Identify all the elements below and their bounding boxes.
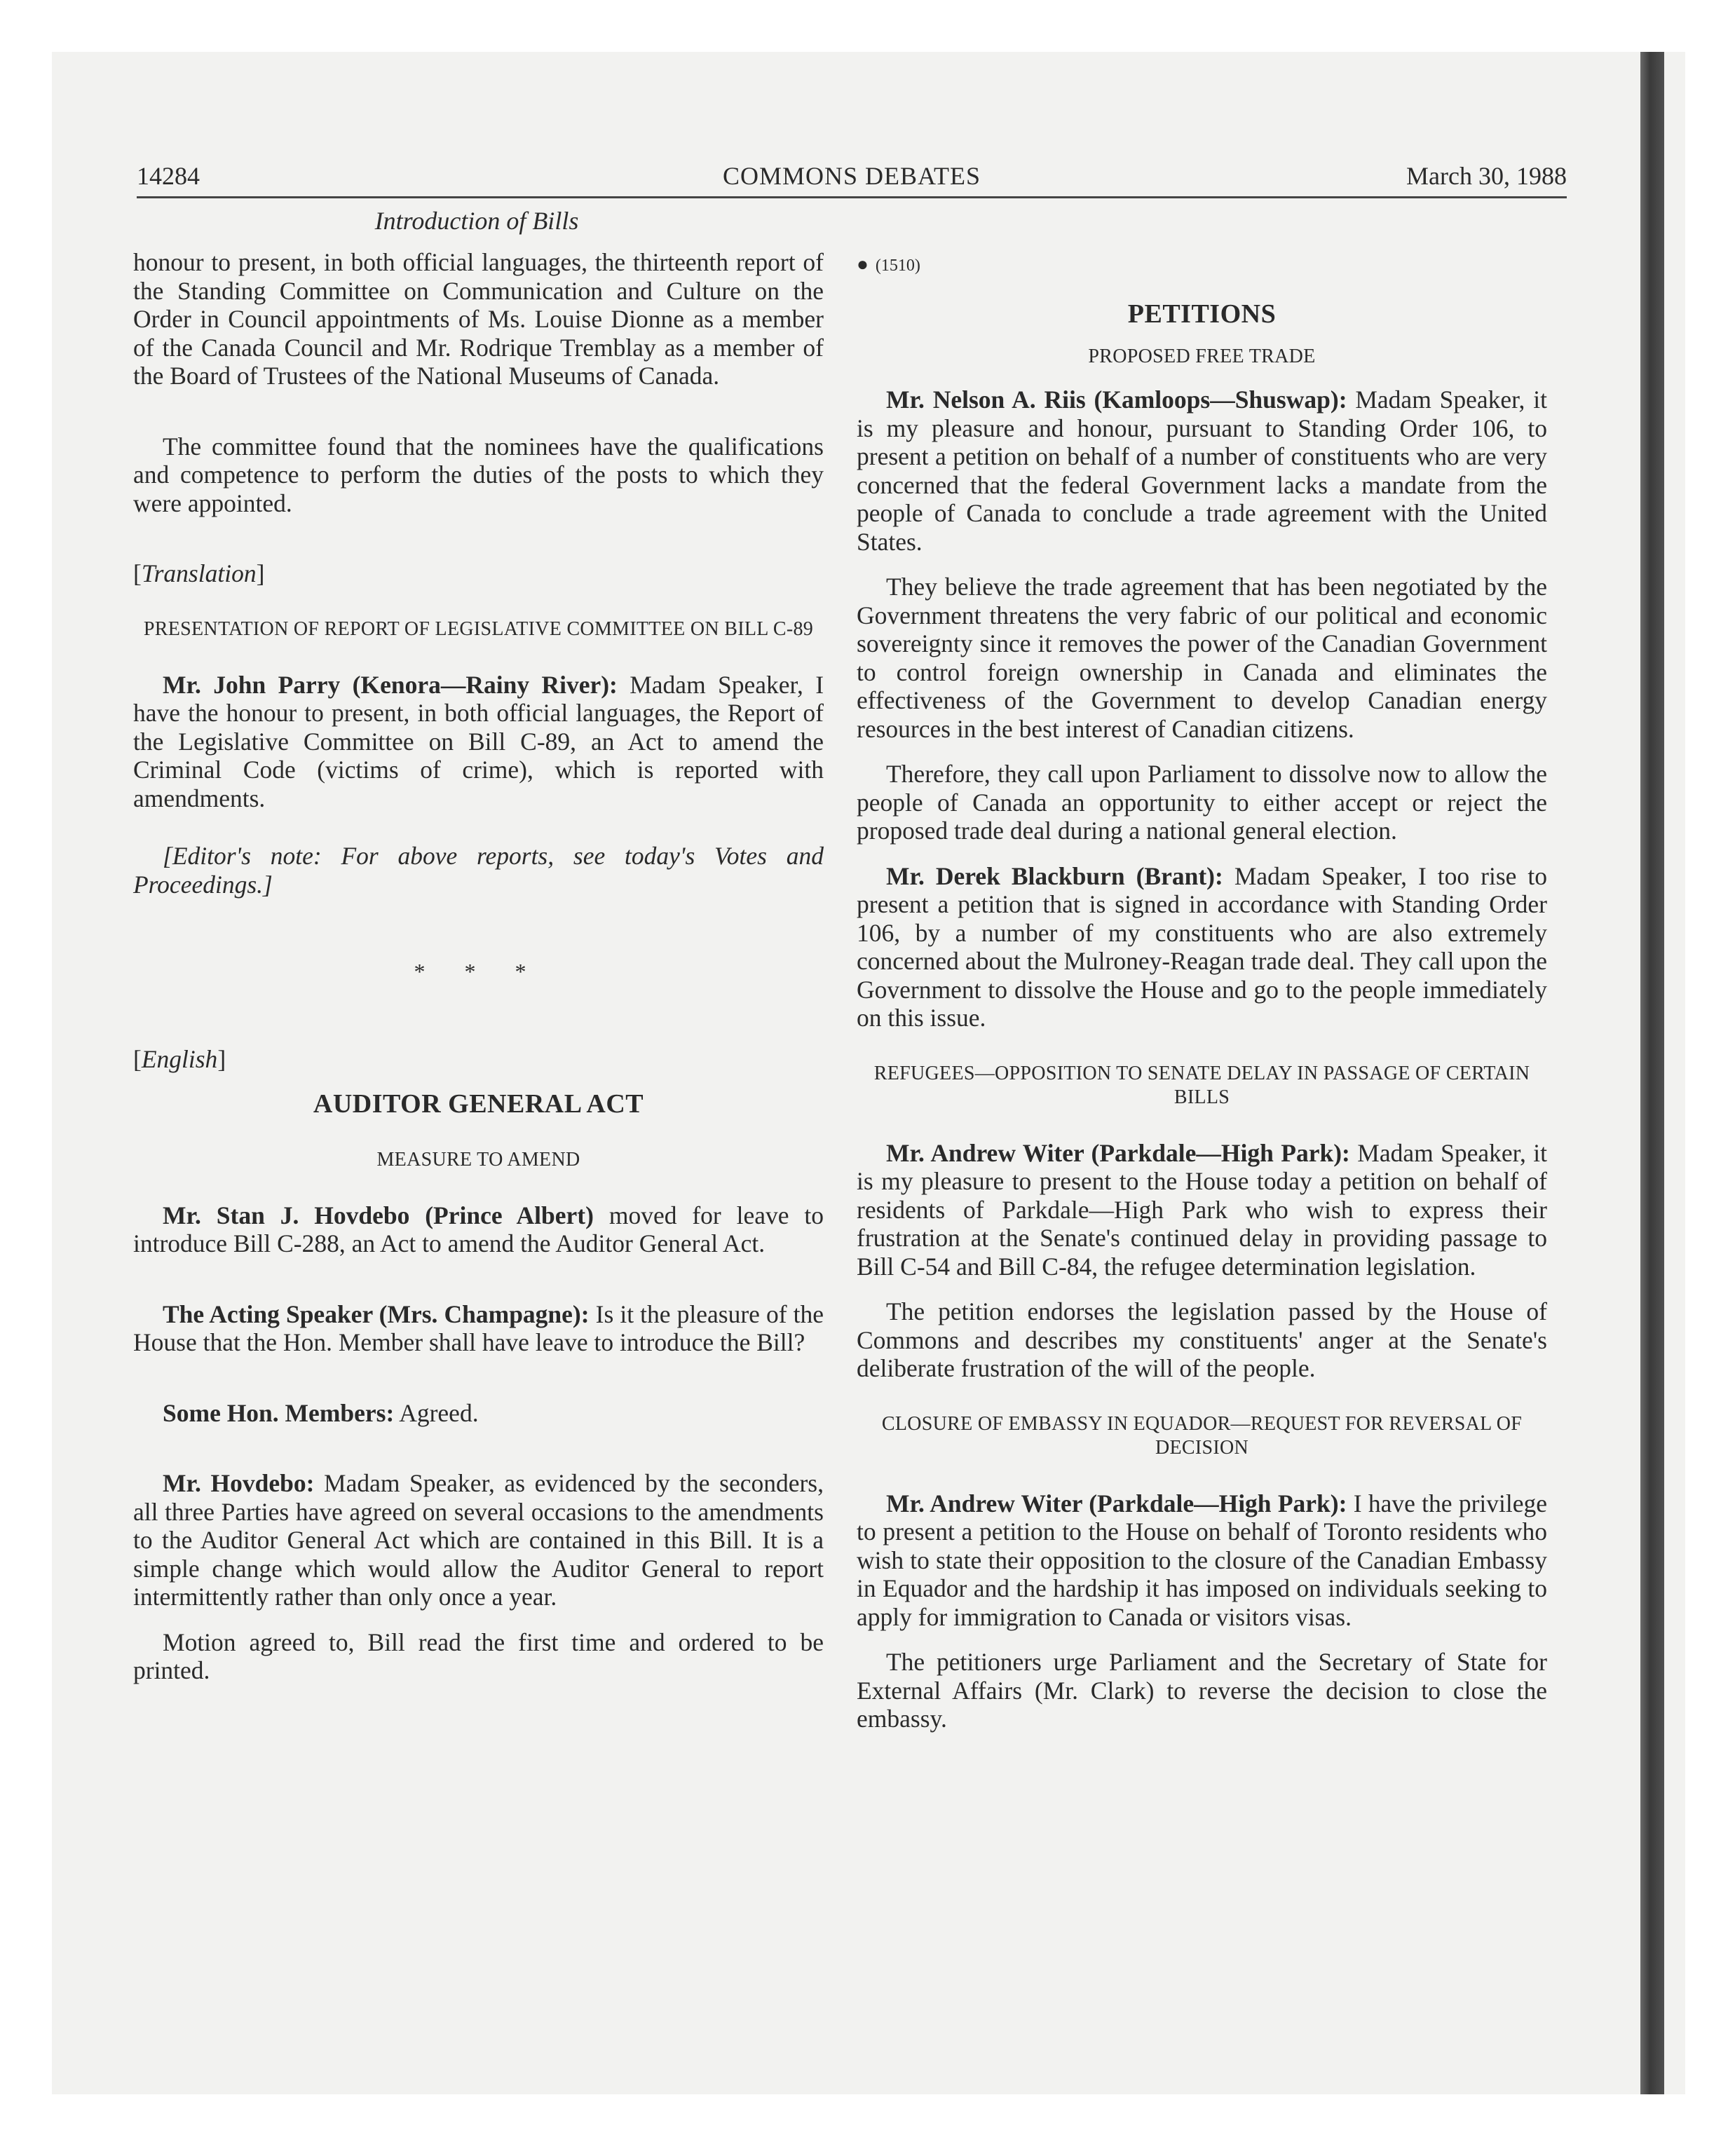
- section-heading: CLOSURE OF EMBASSY IN EQUADOR—REQUEST FOR REVERSAL OF DECISION: [881, 1412, 1523, 1459]
- section-heading: PETITIONS: [1127, 299, 1277, 329]
- page-number: 14284: [137, 162, 200, 190]
- section-heading: REFUGEES—OPPOSITION TO SENATE DELAY IN PASSAGE OF CERTAIN BILLS: [873, 1062, 1530, 1108]
- speech-paragraph: [133, 1201, 824, 1258]
- right-column: [857, 248, 1547, 1733]
- speech-text: I have the privilege to present a petition to the House on behalf of Toronto residents who wish to state their opposition to the closure of the Canadian Embassy in Equador and the hardship it has imposed on individuals seeking to apply for immigration to Canada or visitors visas.: [857, 1489, 1547, 1631]
- running-head: Introduction of Bills: [374, 207, 579, 235]
- paragraph: The committee found that the nominees have the qualifications and competence to perform the duties of the posts to which they were appointed.: [133, 432, 824, 517]
- speech-text: Madam Speaker, I have the honour to present, in both official languages, the Report of the Legislative Committee on Bill C-89, an Act to amend the Criminal Code (victims of crime), which is reported with amendments.: [133, 670, 824, 812]
- speech-text: Madam Speaker, it is my pleasure and honour, pursuant to Standing Order 106, to present a petition on behalf of a number of constituents who are very concerned that the federal Government lacks a mandate from the people of Canada to conclude a trade agreement with the United States.: [857, 386, 1547, 556]
- speech-paragraph: [857, 386, 1547, 556]
- left-column: [133, 248, 824, 1685]
- speaker-name: Mr. Andrew Witer (Parkdale—High Park):: [886, 1489, 1347, 1517]
- speech-text: Agreed.: [399, 1398, 479, 1427]
- paragraph: They believe the trade agreement that has been negotiated by the Government threatens the very fabric of our political and economic sovereignty since it removes the power of the Canadian Government to control foreign ownership in Canada and eliminates the effectiveness of the Government to develop Canadian energy resources in the best interest of Canadian citizens.: [857, 573, 1547, 743]
- language-tag: [Translation]: [133, 559, 265, 587]
- paragraph: honour to present, in both official languages, the thirteenth report of the Standing Committee on Communication and Culture on the Order in Council appointments of Ms. Louise Dionne as a member of the Canada Council and Mr. Rodrique Tremblay as a member of the Board of Trustees of the National Museums of Canada.: [133, 248, 824, 390]
- editor-note-text: Editor's note: For above reports, see today's Votes and Proceedings.: [133, 842, 824, 899]
- speech-paragraph: [857, 1139, 1547, 1281]
- language-tag-text: English: [141, 1044, 218, 1073]
- speaker-name: Mr. Stan J. Hovdebo (Prince Albert): [163, 1201, 594, 1229]
- page-header: [137, 158, 1567, 198]
- language-tag-text: Translation: [141, 559, 257, 587]
- section-divider-stars: * * *: [414, 959, 543, 984]
- bullet-icon: ●: [857, 254, 869, 275]
- section-heading: AUDITOR GENERAL ACT: [313, 1089, 644, 1119]
- speaker-name: Mr. Andrew Witer (Parkdale—High Park):: [886, 1138, 1350, 1167]
- timestamp-line: [857, 248, 1547, 280]
- speech-text: Madam Speaker, as evidenced by the seconders, all three Parties have agreed on several occasions to the amendments to the Auditor General Act which are contained in this Bill. It is a simple change which would allow the Auditor General to report intermittently rather than only once a year.: [133, 1469, 824, 1611]
- speaker-name: The Acting Speaker (Mrs. Champagne):: [163, 1299, 590, 1328]
- speech-paragraph: [133, 1399, 824, 1428]
- speech-paragraph: [133, 1469, 824, 1611]
- speaker-name: Mr. John Parry (Kenora—Rainy River):: [163, 670, 618, 699]
- speech-text: moved for leave to introduce Bill C-288, an Act to amend the Auditor General Act.: [133, 1201, 824, 1257]
- timestamp: (1510): [875, 257, 920, 275]
- paragraph: Motion agreed to, Bill read the first time and ordered to be printed.: [133, 1628, 824, 1684]
- speech-paragraph: [857, 862, 1547, 1032]
- speaker-name: Mr. Hovdebo:: [163, 1469, 315, 1497]
- speaker-name: Mr. Derek Blackburn (Brant):: [886, 861, 1223, 890]
- speech-text: Madam Speaker, I too rise to present a petition that is signed in accordance with Standing Order 106, by a number of my constituents who are also extremely concerned about the Mulroney-Reagan trade deal. They call upon the Government to dissolve the House and go to the people immediately on this issue.: [857, 861, 1547, 1032]
- paragraph: Therefore, they call upon Parliament to dissolve now to allow the people of Canada an opportunity to either accept or reject the proposed trade deal during a national general election.: [857, 760, 1547, 845]
- section-subheading: MEASURE TO AMEND: [376, 1148, 580, 1171]
- speech-paragraph: [857, 1489, 1547, 1632]
- speech-text: Is it the pleasure of the House that the Hon. Member shall have leave to introduce the Bill?: [133, 1299, 824, 1356]
- speech-paragraph: [133, 1300, 824, 1357]
- speech-text: Madam Speaker, it is my pleasure to present to the House today a petition on behalf of residents of Parkdale—High Park who wish to express their frustration at the Senate's continued delay in providing passage to Bill C-54 and Bill C-84, the refugee determination legislation.: [857, 1138, 1548, 1281]
- section-heading: PRESENTATION OF REPORT OF LEGISLATIVE COMMITTEE ON BILL C-89: [143, 618, 814, 640]
- speaker-name: Some Hon. Members:: [163, 1398, 395, 1427]
- scan-edge-bar: [1640, 52, 1664, 2094]
- section-subheading: PROPOSED FREE TRADE: [1088, 346, 1316, 367]
- publication-title: COMMONS DEBATES: [722, 162, 981, 190]
- publication-date: March 30, 1988: [1406, 162, 1567, 190]
- bracket: [: [163, 842, 172, 870]
- paragraph: The petitioners urge Parliament and the Secretary of State for External Affairs (Mr. Clark) to reverse the decision to close the embassy.: [857, 1648, 1547, 1733]
- speech-paragraph: [133, 671, 824, 813]
- editor-note: [133, 842, 824, 899]
- language-tag: [English]: [133, 1044, 226, 1073]
- bracket: ]: [263, 870, 273, 899]
- speaker-name: Mr. Nelson A. Riis (Kamloops—Shuswap):: [886, 386, 1347, 414]
- paragraph: The petition endorses the legislation passed by the House of Commons and describes my constituents' anger at the Senate's deliberate frustration of the will of the people.: [857, 1297, 1547, 1382]
